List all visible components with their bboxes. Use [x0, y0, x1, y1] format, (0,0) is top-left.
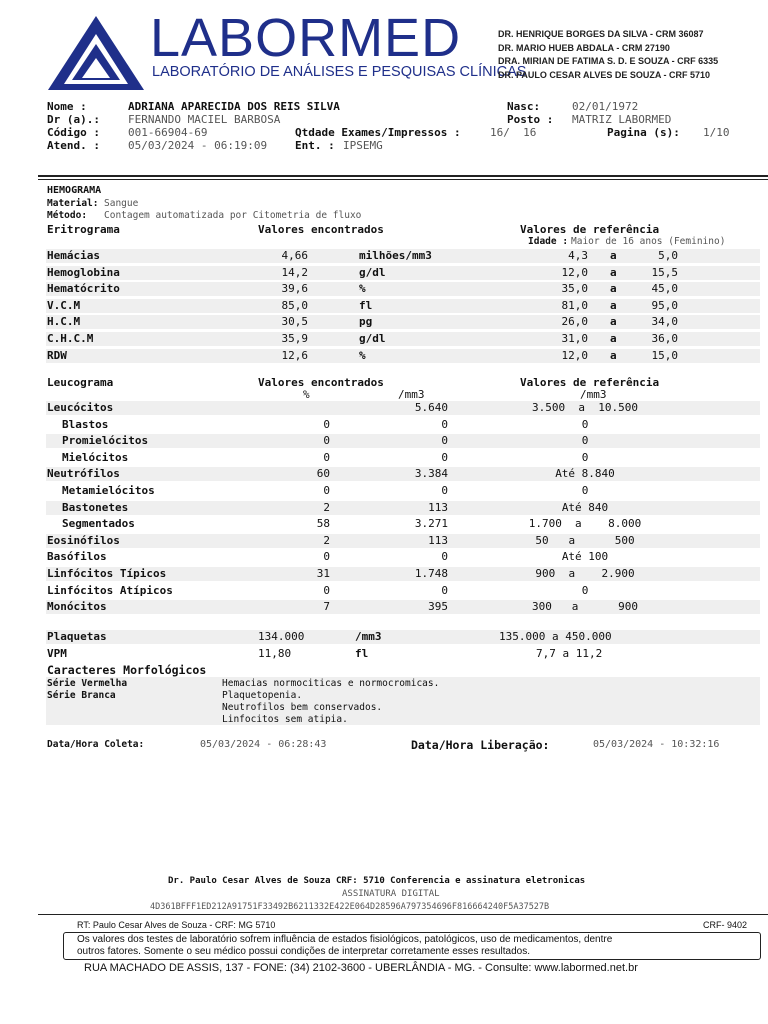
serie-branca-line: Linfocitos sem atipia. — [222, 714, 348, 725]
row-value: 12,6 — [281, 348, 308, 362]
row-ref-sep: a — [610, 265, 617, 279]
row-ref: Até 100 — [561, 550, 609, 564]
row-abs: 395 — [428, 600, 448, 614]
row-unit: fl — [359, 298, 373, 312]
row-ref: 50 a 500 — [535, 533, 635, 547]
row-unit: % — [359, 348, 366, 362]
row-ref: 0 — [581, 417, 589, 431]
posto-value: MATRIZ LABORMED — [572, 113, 672, 126]
row-ref: 0 — [581, 484, 589, 497]
table-row — [0, 401, 768, 417]
row-ref-sep: a — [610, 298, 617, 312]
atend-value: 05/03/2024 - 06:19:09 — [128, 139, 268, 152]
table-row — [0, 517, 768, 533]
mm3-header: /mm3 — [398, 388, 425, 401]
posto-label: Posto : — [507, 113, 554, 126]
ent-label: Ent. : — [295, 139, 335, 152]
row-ref-min: 35,0 — [561, 282, 588, 296]
row-ref-max: 15,0 — [651, 348, 678, 362]
row-name: RDW — [47, 348, 67, 362]
row-name: V.C.M — [47, 298, 81, 312]
table-row — [0, 567, 768, 583]
row-ref-sep: a — [610, 282, 617, 296]
codigo-label: Código : — [47, 126, 100, 139]
row-value: 35,9 — [281, 332, 308, 345]
row-unit: milhões/mm3 — [359, 249, 432, 262]
address-text: RUA MACHADO DE ASSIS, 137 - FONE: (34) 2102-3600 - UBERLÂNDIA - MG. - Consulte: www.labormed.net.br — [84, 962, 638, 974]
row-name: Plaquetas — [47, 630, 107, 643]
doctor-2: DR. MARIO HUEB ABDALA - CRM 27190 — [498, 42, 670, 53]
row-ref-sep: a — [610, 315, 617, 329]
row-value: 85,0 — [281, 298, 308, 312]
qtd-value: 16/ 16 — [490, 126, 537, 139]
ref-mm3-header: /mm3 — [580, 388, 607, 401]
row-unit: g/dl — [359, 265, 386, 279]
nasc-value: 02/01/1972 — [572, 100, 639, 113]
table-row — [0, 299, 768, 315]
row-unit: /mm3 — [355, 630, 382, 643]
table-row — [0, 534, 768, 550]
row-name: Eosinófilos — [47, 533, 120, 547]
doctor-3: DRA. MIRIAN DE FATIMA S. D. E SOUZA - CRF 6335 — [498, 56, 719, 66]
row-ref-max: 95,0 — [651, 298, 678, 312]
leucograma-heading: Leucograma — [47, 376, 114, 389]
row-ref: Até 8.840 — [555, 467, 615, 481]
row-ref: 135.000 a 450.000 — [499, 630, 612, 643]
brand-name: LABORMED — [150, 8, 462, 68]
row-pct: 0 — [323, 417, 330, 431]
doctor-4: DR. PAULO CESAR ALVES DE SOUZA - CRF 5710 — [498, 69, 711, 80]
table-row — [0, 584, 768, 600]
brand-tagline: LABORATÓRIO DE ANÁLISES E PESQUISAS CLÍNICAS — [152, 64, 527, 80]
idade-value: Maior de 16 anos (Feminino) — [571, 236, 726, 247]
row-name: Bastonetes — [62, 500, 129, 514]
row-name: Blastos — [62, 417, 109, 431]
divider — [38, 179, 768, 180]
patient-name: ADRIANA APARECIDA DOS REIS SILVA — [128, 100, 340, 113]
row-name: Neutrófilos — [47, 467, 120, 481]
row-abs: 1.748 — [414, 567, 448, 580]
pagina-value: 1/10 — [703, 126, 730, 139]
serie-branca-line: Plaquetopenia. — [222, 690, 303, 701]
row-name: Hemoglobina — [47, 265, 120, 279]
row-ref-sep: a — [610, 332, 617, 345]
row-ref-sep: a — [610, 348, 617, 362]
coleta-label: Data/Hora Coleta: — [47, 739, 145, 750]
row-abs: 0 — [441, 434, 448, 448]
row-pct: 0 — [323, 583, 330, 597]
doctor-1: DR. HENRIQUE BORGES DA SILVA - CRM 36087 — [498, 29, 704, 39]
row-name: Hematócrito — [47, 282, 120, 296]
ent-value: IPSEMG — [343, 139, 383, 152]
hemograma-title: HEMOGRAMA — [47, 185, 102, 196]
row-abs: 0 — [441, 484, 448, 497]
row-value: 4,66 — [281, 249, 308, 262]
row-name: Segmentados — [62, 517, 135, 531]
row-pct: 2 — [323, 533, 330, 547]
morfologia-title: Caracteres Morfológicos — [47, 663, 207, 677]
pagina-label: Pagina (s): — [607, 126, 680, 139]
table-row — [0, 600, 768, 616]
table-row — [0, 630, 768, 646]
row-name: Monócitos — [47, 600, 107, 614]
qtd-label: Qtdade Exames/Impressos : — [295, 126, 461, 139]
row-abs: 3.271 — [414, 517, 448, 531]
metodo-value: Contagem automatizada por Citometria de fluxo — [104, 210, 362, 221]
codigo-value: 001-66904-69 — [128, 126, 208, 139]
table-row — [0, 467, 768, 483]
row-ref-max: 36,0 — [651, 332, 678, 345]
row-name: Linfócitos Atípicos — [47, 583, 173, 597]
serie-vermelha-label: Série Vermelha — [47, 678, 128, 689]
doctor-list — [498, 28, 718, 82]
table-row — [0, 484, 768, 500]
row-value: 134.000 — [258, 630, 305, 643]
row-ref-max: 34,0 — [651, 315, 678, 329]
nome-label: Nome : — [47, 100, 87, 113]
row-abs: 5.640 — [414, 401, 448, 414]
row-ref: Até 840 — [561, 500, 609, 514]
row-ref-min: 4,3 — [568, 249, 588, 262]
table-row — [0, 249, 768, 265]
serie-branca-label: Série Branca — [47, 690, 116, 701]
row-name: Mielócitos — [62, 450, 129, 464]
col-found-header: Valores encontrados — [258, 376, 384, 389]
table-row — [0, 315, 768, 331]
metodo-label: Método: — [47, 210, 88, 221]
row-ref-max: 45,0 — [651, 282, 678, 296]
eritrograma-heading: Eritrograma — [47, 223, 120, 236]
row-name: Linfócitos Típicos — [47, 567, 167, 580]
table-row — [0, 501, 768, 517]
idade-label: Idade : — [528, 236, 569, 247]
row-ref: 300 a 900 — [532, 600, 638, 614]
coleta-value: 05/03/2024 - 06:28:43 — [200, 739, 327, 750]
liberacao-label: Data/Hora Liberação: — [411, 738, 550, 752]
row-value: 14,2 — [281, 265, 308, 279]
pct-header: % — [303, 388, 310, 401]
row-ref-max: 5,0 — [658, 249, 678, 262]
table-row — [0, 451, 768, 467]
row-ref: 900 a 2.900 — [535, 567, 635, 580]
row-name: VPM — [47, 647, 67, 660]
row-ref-sep: a — [610, 249, 617, 262]
table-row — [0, 647, 768, 663]
row-pct: 31 — [316, 567, 330, 580]
row-pct: 58 — [316, 517, 330, 531]
table-row — [0, 266, 768, 282]
serie-branca-line: Neutrofilos bem conservados. — [222, 702, 383, 713]
row-abs: 0 — [441, 417, 448, 431]
row-value: 30,5 — [281, 315, 308, 329]
col-ref-header: Valores de referência — [520, 223, 660, 236]
dr-label: Dr (a).: — [47, 113, 100, 126]
row-abs: 0 — [441, 583, 448, 597]
rt-text: RT: Paulo Cesar Alves de Souza - CRF: MG 5710 — [77, 920, 276, 930]
nasc-label: Nasc: — [507, 100, 541, 113]
digital-signature-label: ASSINATURA DIGITAL — [342, 889, 440, 899]
row-ref: 0 — [581, 434, 589, 448]
labormed-logo-icon — [46, 14, 146, 92]
row-name: Basófilos — [47, 550, 107, 564]
row-ref: 7,7 a 11,2 — [536, 647, 603, 660]
row-pct: 0 — [323, 484, 330, 497]
table-row — [0, 282, 768, 298]
row-unit: % — [359, 282, 366, 296]
serie-vermelha-text: Hemacias normociticas e normocromicas. — [222, 678, 440, 689]
table-row — [0, 332, 768, 348]
row-unit: g/dl — [359, 332, 386, 345]
row-name: H.C.M — [47, 315, 81, 329]
row-ref: 0 — [581, 450, 589, 464]
table-row — [0, 550, 768, 566]
row-abs: 0 — [441, 450, 448, 464]
row-ref: 3.500 a 10.500 — [532, 401, 638, 414]
row-ref-min: 12,0 — [561, 348, 588, 362]
row-ref-min: 81,0 — [561, 298, 588, 312]
row-ref-min: 31,0 — [561, 332, 588, 345]
row-ref-min: 26,0 — [561, 315, 588, 329]
row-abs: 113 — [428, 500, 448, 514]
table-row — [0, 418, 768, 434]
row-pct: 60 — [316, 467, 330, 481]
row-name: C.H.C.M — [47, 332, 94, 345]
row-unit: fl — [355, 647, 369, 660]
col-ref-header: Valores de referência — [520, 376, 660, 389]
row-pct: 2 — [323, 500, 330, 514]
row-abs: 3.384 — [414, 467, 448, 481]
row-ref: 1.700 a 8.000 — [528, 517, 642, 531]
row-abs: 0 — [441, 550, 448, 564]
material-label: Material: — [47, 198, 99, 209]
row-ref-min: 12,0 — [561, 265, 588, 279]
liberacao-value: 05/03/2024 - 10:32:16 — [593, 739, 720, 750]
row-pct: 0 — [323, 550, 330, 564]
material-value: Sangue — [104, 198, 139, 209]
notice-line: Os valores dos testes de laboratório sofrem influência de estados fisiológicos, patológicos, uso de medicamentos, dentre — [77, 934, 613, 945]
divider — [38, 914, 768, 915]
row-name: Leucócitos — [47, 401, 114, 414]
col-found-header: Valores encontrados — [258, 223, 384, 236]
row-pct: 7 — [323, 600, 330, 614]
row-name: Metamielócitos — [62, 484, 155, 497]
row-name: Hemácias — [47, 249, 100, 262]
row-ref: 0 — [581, 583, 589, 597]
notice-line: outros fatores. Somente o seu médico possui condições de interpretar corretamente esses resultados. — [77, 946, 531, 957]
table-row — [0, 434, 768, 450]
signature-line: Dr. Paulo Cesar Alves de Souza CRF: 5710 Conferencia e assinatura eletronicas — [168, 876, 586, 886]
atend-label: Atend. : — [47, 139, 100, 152]
row-pct: 0 — [323, 450, 330, 464]
table-row — [0, 349, 768, 365]
divider — [38, 175, 768, 177]
row-value: 11,80 — [258, 647, 292, 660]
row-name: Promielócitos — [62, 434, 149, 448]
row-value: 39,6 — [281, 282, 308, 296]
row-unit: pg — [359, 315, 373, 329]
signature-hash: 4D361BFFF1ED212A91751F33492B6211332E422E064D28596A797354696F816664240F5A37527B — [150, 902, 550, 912]
row-ref-max: 15,5 — [651, 265, 678, 279]
row-pct: 0 — [323, 434, 330, 448]
crf-text: CRF- 9402 — [703, 920, 748, 930]
dr-value: FERNANDO MACIEL BARBOSA — [128, 113, 281, 126]
row-abs: 113 — [428, 533, 448, 547]
